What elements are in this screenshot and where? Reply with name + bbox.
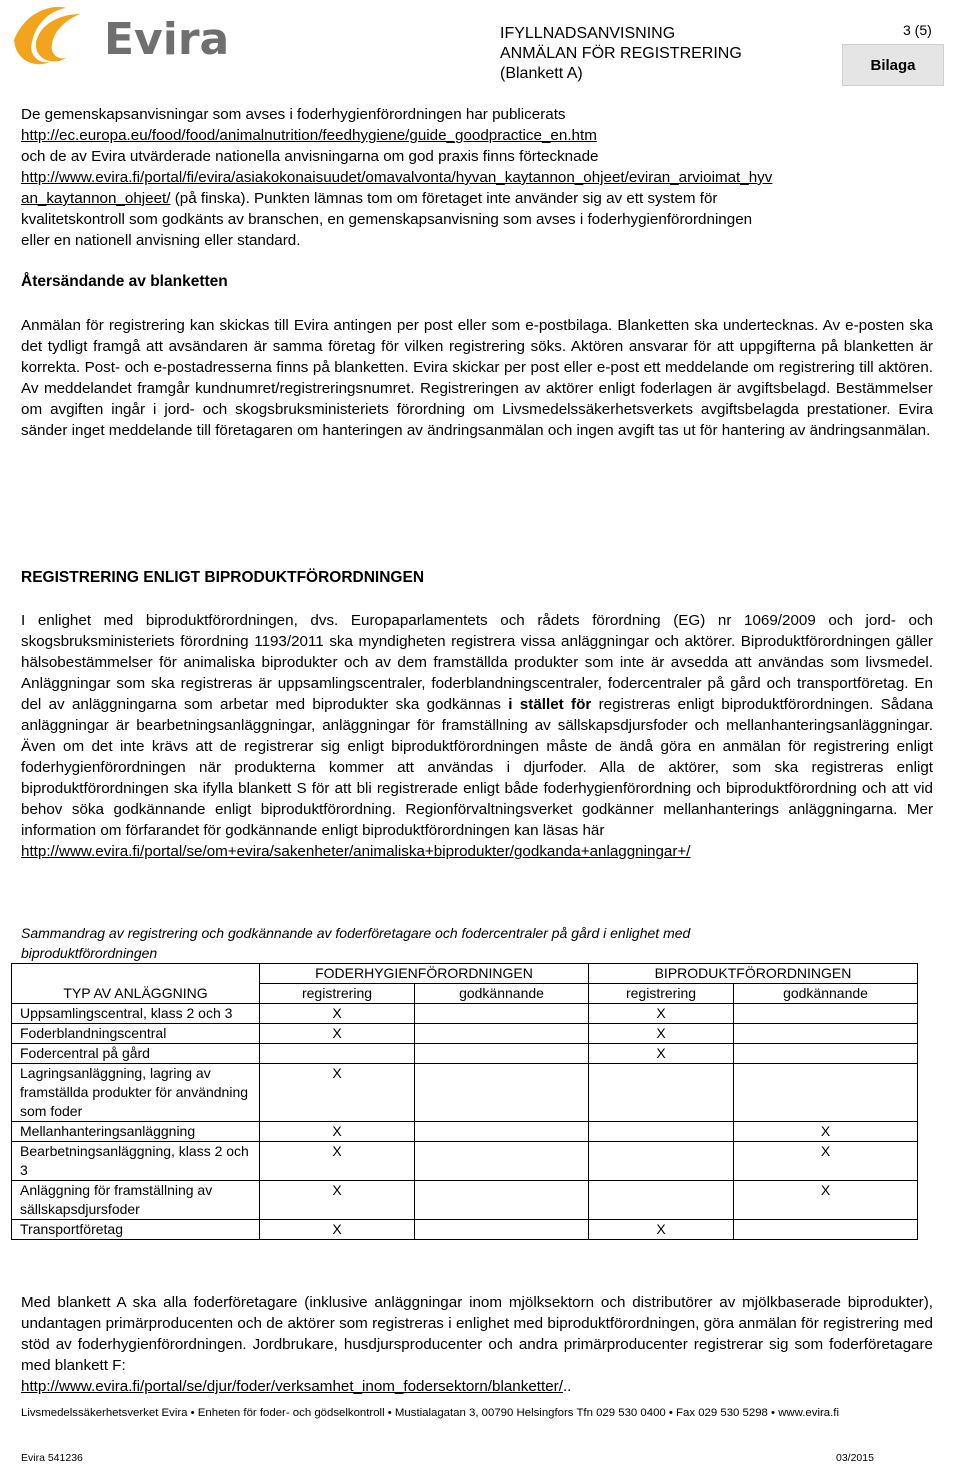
document-title bbox=[500, 24, 742, 84]
summary-caption: Sammandrag av registrering och godkännande av foderföretagare och fodercentraler på gård i enlighet med biproduktförordningen bbox=[21, 925, 691, 961]
fh-reg-cell: X bbox=[260, 1122, 415, 1142]
table-row bbox=[12, 1122, 918, 1142]
table-row bbox=[12, 1181, 918, 1220]
evira-guidelines-link-cont[interactable]: an_kaytannon_ohjeet/ bbox=[21, 190, 171, 207]
table-row bbox=[12, 1220, 918, 1240]
footer-address: Livsmedelssäkerhetsverket Evira • Enheten för foder- och gödselkontroll • Mustialagatan 3, 00790 Helsingfors Tfn 029 530 0400 • Fax 029 530 5298 • www.evira.fi bbox=[21, 1407, 839, 1419]
title-line-1: IFYLLNADSANVISNING bbox=[500, 25, 676, 42]
evira-logo bbox=[6, 2, 230, 72]
fh-reg-cell bbox=[260, 1044, 415, 1064]
row-type-cell: Uppsamlingscentral, klass 2 och 3 bbox=[12, 1004, 260, 1024]
fh-reg-cell: X bbox=[260, 1064, 415, 1122]
evira-logo-mark-icon bbox=[6, 2, 106, 72]
biproduct-body-part1: I enlighet med biproduktförordningen, dvs. Europaparlamentets och rådets förordning (EG) nr 1069/2009 och jord- och skogsbruksministeriets förordning 1193/2011 ska myndigheten registrera vissa anläggningar och aktörer. Biproduktförordningen gäller hälsobestämmelser för animaliska biprodukter och av dem framställda produkter som inte är avsedda att användas som livsmedel. Anläggningar som ska registreras är uppsamlingscentraler, foderblandningscentraler, fodercentraler på gård och transportföretag. En del av anläggningarna som arbetar med biprodukter ska godkännas bbox=[21, 612, 933, 713]
bp-god-cell bbox=[734, 1220, 918, 1240]
intro-line: De gemenskapsanvisningar som avses i foderhygienförordningen har publicerats bbox=[21, 106, 566, 123]
biproduct-body-bold: i stället för bbox=[508, 696, 592, 713]
biproduct-link[interactable]: http://www.evira.fi/portal/se/om+evira/sakenheter/animaliska+biprodukter/godkanda+anlaggningar+/ bbox=[21, 843, 691, 860]
fh-reg-cell: X bbox=[260, 1024, 415, 1044]
table-row bbox=[12, 1004, 918, 1024]
fh-god-cell bbox=[415, 1220, 589, 1240]
table-row bbox=[12, 1024, 918, 1044]
fh-god-cell bbox=[415, 1064, 589, 1122]
bp-reg-cell bbox=[589, 1142, 734, 1181]
table-row bbox=[12, 1142, 918, 1181]
bp-reg-cell bbox=[589, 1064, 734, 1122]
title-line-3: (Blankett A) bbox=[500, 65, 583, 82]
fh-god-cell bbox=[415, 1024, 589, 1044]
fh-god-cell bbox=[415, 1044, 589, 1064]
bp-reg-cell: X bbox=[589, 1044, 734, 1064]
intro-line: och de av Evira utvärderade nationella anvisningarna om god praxis finns förtecknade bbox=[21, 148, 599, 165]
bilaga-label: Bilaga bbox=[842, 44, 944, 86]
fh-reg-cell: X bbox=[260, 1004, 415, 1024]
return-heading: Återsändande av blanketten bbox=[21, 273, 228, 290]
biprodukt-header: BIPRODUKTFÖRORDNINGEN bbox=[589, 964, 918, 984]
closing-paragraph bbox=[21, 1292, 933, 1397]
bp-god-cell: X bbox=[734, 1122, 918, 1142]
form-id: Evira 541236 bbox=[21, 1452, 83, 1464]
biproduct-heading: REGISTRERING ENLIGT BIPRODUKTFÖRORDNINGEN bbox=[21, 569, 425, 586]
intro-line: eller en nationell anvisning eller standard. bbox=[21, 232, 301, 249]
page-number: 3 (5) bbox=[903, 22, 932, 38]
fh-god-header: godkännande bbox=[415, 984, 589, 1004]
fh-reg-cell: X bbox=[260, 1181, 415, 1220]
type-header-top bbox=[12, 964, 260, 984]
bp-god-cell bbox=[734, 1064, 918, 1122]
closing-link-suffix: .. bbox=[562, 1378, 572, 1395]
bp-reg-cell: X bbox=[589, 1024, 734, 1044]
form-date: 03/2015 bbox=[836, 1452, 874, 1464]
bp-god-header: godkännande bbox=[734, 984, 918, 1004]
bp-god-cell: X bbox=[734, 1142, 918, 1181]
type-header: TYP AV ANLÄGGNING bbox=[12, 984, 260, 1004]
row-type-cell: Bearbetningsanläggning, klass 2 och 3 bbox=[12, 1142, 260, 1181]
title-line-2: ANMÄLAN FÖR REGISTRERING bbox=[500, 45, 742, 62]
fh-reg-header: registrering bbox=[260, 984, 415, 1004]
table-row bbox=[12, 1064, 918, 1122]
summary-table bbox=[11, 963, 918, 1240]
row-type-cell: Transportföretag bbox=[12, 1220, 260, 1240]
row-type-cell: Fodercentral på gård bbox=[12, 1044, 260, 1064]
fh-god-cell bbox=[415, 1181, 589, 1220]
return-body: Anmälan för registrering kan skickas till Evira antingen per post eller som e-postbilaga. Blanketten ska undertecknas. Av e-posten ska det tydligt framgå att avsändaren är samma företag för vilken registrering söks. Aktören ansvarar för att uppgifterna på blanketten är korrekta. Post- och e-postadresserna finns på blanketten. Evira skickar per post eller e-post ett meddelande om registrering till aktören. Av meddelandet framgår kundnumret/registreringsnumret. Registreringen av aktörer enligt foderlagen är avgiftsbelagd. Bestämmelser om avgiften ingår i jord- och skogsbruksministeriets förordning om Livsmedelssäkerhetsverkets avgiftsbelagda prestationer. Evira sänder inget meddelande till företagaren om hanteringen av ändringsanmälan och ingen avgift tas ut för hantering av ändringsanmälan. bbox=[21, 317, 933, 439]
bp-reg-header: registrering bbox=[589, 984, 734, 1004]
intro-line: kvalitetskontroll som godkänts av branschen, en gemenskapsanvisning som avses i foderhygienförordningen bbox=[21, 211, 753, 228]
evira-guidelines-link[interactable]: http://www.evira.fi/portal/fi/evira/asiakokonaisuudet/omavalvonta/hyvan_kaytannon_ohjeet/eviran_arvioimat_hyv bbox=[21, 169, 773, 186]
fh-reg-cell: X bbox=[260, 1142, 415, 1181]
row-type-cell: Mellanhanteringsanläggning bbox=[12, 1122, 260, 1142]
biproduct-body-part2: registreras enligt biproduktförordningen. Sådana anläggningar är bearbetningsanläggningar, anläggningar för framställning av sällskapsdjursfoder och mellanhanteringsanläggningar. Även om det inte krävs att de registrerar sig enligt biproduktförordningen måste de ändå göra en anmälan för registrering enligt foderhygienförordningen när produkterna kommer att användas i djurfoder. Alla de aktörer, som ska registreras enligt biproduktförordningen ska ifylla blankett S för att bli registrerade enligt både foderhygienförordning och biproduktförordning och att vid behov söka godkännande enligt biproduktförordning. Regionförvaltningsverket godkänner mellanhanterings anläggningarna. Mer information om förfarandet för godkännande enligt biproduktförordningen kan läsas här bbox=[21, 696, 933, 839]
table-row bbox=[12, 1044, 918, 1064]
biproduct-body bbox=[21, 610, 933, 862]
bp-reg-cell bbox=[589, 1122, 734, 1142]
fh-god-cell bbox=[415, 1004, 589, 1024]
bp-reg-cell: X bbox=[589, 1004, 734, 1024]
intro-paragraph bbox=[21, 104, 933, 251]
foderhygien-header: FODERHYGIENFÖRORDNINGEN bbox=[260, 964, 589, 984]
bp-god-cell bbox=[734, 1044, 918, 1064]
bp-reg-cell bbox=[589, 1181, 734, 1220]
guide-link[interactable]: http://ec.europa.eu/food/food/animalnutrition/feedhygiene/guide_goodpractice_en.htm bbox=[21, 127, 597, 144]
row-type-cell: Foderblandningscentral bbox=[12, 1024, 260, 1044]
fh-god-cell bbox=[415, 1142, 589, 1181]
table-subheader-row bbox=[12, 984, 918, 1004]
bp-god-cell: X bbox=[734, 1181, 918, 1220]
blanketter-link[interactable]: http://www.evira.fi/portal/se/djur/foder/verksamhet_inom_fodersektorn/blanketter/ bbox=[21, 1378, 563, 1395]
row-type-cell: Anläggning för framställning av sällskapsdjursfoder bbox=[12, 1181, 260, 1220]
fh-reg-cell: X bbox=[260, 1220, 415, 1240]
bp-reg-cell: X bbox=[589, 1220, 734, 1240]
row-type-cell: Lagringsanläggning, lagring av framställda produkter för användning som foder bbox=[12, 1064, 260, 1122]
table-header-row bbox=[12, 964, 918, 984]
intro-line: (på finska). Punkten lämnas tom om företaget inte använder sig av ett system för bbox=[170, 190, 718, 207]
fh-god-cell bbox=[415, 1122, 589, 1142]
logo-wordmark: Evira bbox=[104, 14, 230, 65]
bp-god-cell bbox=[734, 1024, 918, 1044]
bp-god-cell bbox=[734, 1004, 918, 1024]
closing-body: Med blankett A ska alla foderföretagare (inklusive anläggningar inom mjölksektorn och distributörer av mjölkbaserade biprodukter), undantagen primärproducenten och de aktörer som registreras i enlighet med biproduktförordningen, göra anmälan för registrering med stöd av foderhygienförordningen. Jordbrukare, husdjursproducenter och andra primärproducenter registrerar sig som foderföretagare med blankett F: bbox=[21, 1294, 933, 1374]
